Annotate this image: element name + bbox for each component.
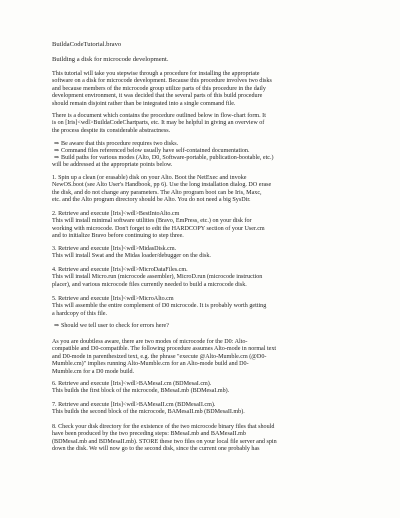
note-text: Be aware that this procedure requires two disks. (61, 141, 179, 147)
intro-paragraph: This tutorial will take you stepwise through a procedure for installing the appropriate software on a disk for microcode development. Because this procedure involves two disks and because members of the microcode group utilize parts of this procedure in the daily development environment, it was decided that the several parts of this build procedure should remain disjoint rather than be integrated into a single command file. (52, 71, 272, 107)
step-8: 8. Check your disk directory for the existence of the two microcode binary files that should have been produced by the two preceding steps: BMesaI.mb and BAMesaII.mb (BDMesaI.mb and BDMesaII.mb). STORE these two files on your local file server and spin down the disk. We will now go to the second disk, since the current one probably has (52, 424, 277, 453)
note-text: Build paths for various modes (Alto, D0, Software-portable, publication-bootable, etc.) will be addressed at the appropriate points below. (52, 155, 274, 169)
step-6: 6. Retrieve and execute [Iris]<wdl>BAMesaI.cm (BDMesaI.cm). This builds the first block of the microcode, BMesaI.mb (BDMesaI.mb). (52, 381, 230, 395)
step-7: 7. Retrieve and execute [Iris]<wdl>BAMesaII.cm (BDMesaII.cm). This builds the second block of the microcode, BAMesaII.mb (BDMesaII.mb). (52, 402, 245, 416)
arrow-icon: ⇒ (53, 148, 60, 154)
step-3: 3. Retrieve and execute [Iris]<wdl>MidasDisk.cm. This will install Swat and the Midas loader/debugger on the disk. (52, 246, 211, 260)
modes-paragraph: As you are doubtless aware, there are two modes of microcode for the D0: Alto- compatible and D0-compatible. The following procedure assumes Alto-mode in normal text and D0-mode in parenthesized text, e.g. the phrase "execute @Alto-Mumble.cm (@D0- Mumble.cm)" implies running Alto-Mumble.cm for an Alto-mode build and D0- Mumble.cm for a D0 mode build. (52, 339, 277, 375)
step-5: 5. Retrieve and execute [Iris]<wdl>MicroAlto.cm This will assemble the entire complement of D0 microcode. It is probably worth getting a hardcopy of this file. (52, 296, 267, 317)
question-text: Should we tell user to check for errors here? (61, 323, 169, 329)
flowchart-paragraph: There is a document which contains the procedure outlined below in flow-chart form. It is on [Iris]<wdl>BuildaCodeChartparts, etc. It may be helpful in giving an overview of the process despite its considerable abstractness. (52, 113, 266, 134)
arrow-icon: ⇒ (53, 141, 60, 147)
note-item (52, 155, 370, 170)
document-subtitle: Building a disk for microcode development. (52, 56, 169, 63)
arrow-icon: ⇒ (53, 323, 60, 329)
document-title: BuildaCodeTutorial.bravo (52, 41, 122, 48)
step-1: 1. Spin up a clean (or erasable) disk on your Alto. Boot the NetExec and invoke NewOS.boot (see Alto User's Handbook, pp 6). Use the long installation dialog. DO erase the disk, and do not change any parameters. The Alto program boot can be Iris, Maxc, etc. and the Alto program directory should be Alto. You do not need a big SysDir. (52, 175, 272, 204)
step-4: 4. Retrieve and execute [Iris]<wdl>MicroDataFiles.cm. This will install Micro.run (microcode assembler), MicroD.run (microcode instruction placer), and various microcode files currently needed to build a microcode disk. (52, 267, 263, 288)
note-text: Command files referenced below usually have self-contained documentation. (61, 148, 250, 154)
arrow-icon: ⇒ (53, 155, 60, 161)
question-note (52, 323, 370, 330)
step-2: 2. Retrieve and execute [Iris]<wdl>BestIntoAlto.cm This will install minimal software utilities (Bravo, EmPress, etc.) on your disk for working with microcode. Don't forget to edit the HARDCOPY section of your User.cm and to initialize Bravo before continuing to step three. (52, 211, 265, 240)
